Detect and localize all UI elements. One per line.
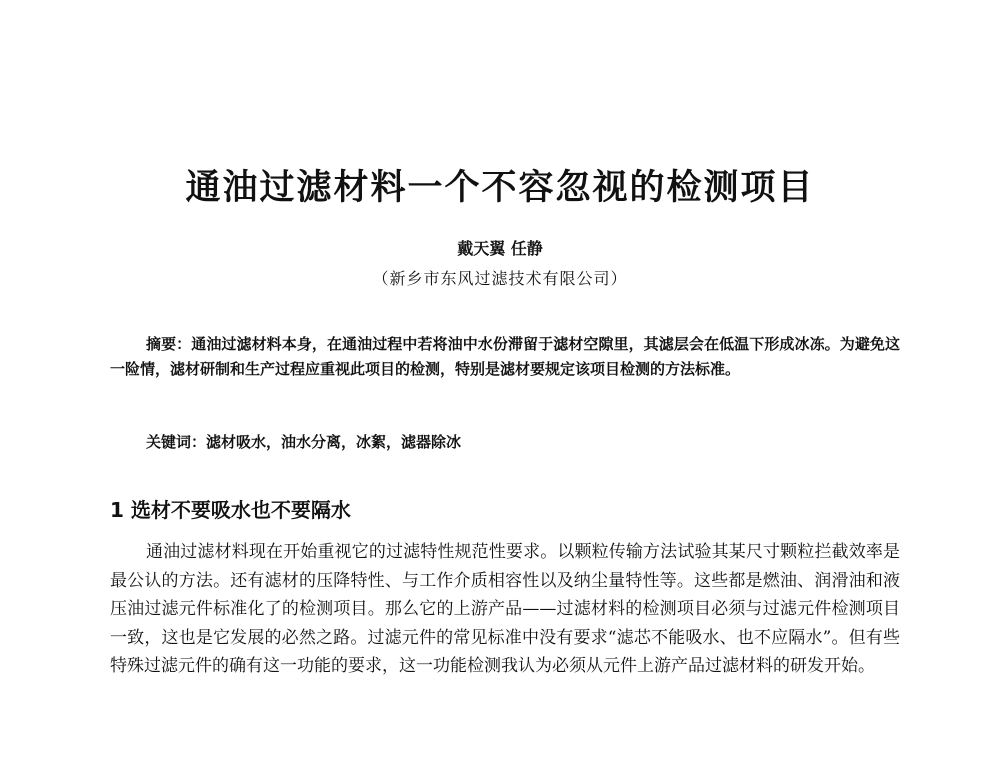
paper-affiliation: （新乡市东风过滤技术有限公司） bbox=[372, 269, 628, 288]
paper-keywords: 关键词：滤材吸水，油水分离，冰絮，滤器除冰 bbox=[146, 433, 462, 451]
section-heading: 1 选材不要吸水也不要隔水 bbox=[110, 498, 351, 522]
section-paragraph: 通油过滤材料现在开始重视它的过滤特性规范性要求。以颗粒传输方法试验其某尺寸颗粒拦截效率是最公认的方法。还有滤材的压降特性、与工作介质相容性以及纳尘量特性等。这些都是燃油、润滑油和液压油过滤元件标准化了的检测项目。那么它的上游产品——过滤材料的检测项目必须与过滤元件检测项目一致，这也是它发展的必然之路。过滤元件的常见标准中没有要求“滤芯不能吸水、也不应隔水”。但有些特殊过滤元件的确有这一功能的要求，这一功能检测我认为必须从元件上游产品过滤材料的研发开始。 bbox=[110, 542, 900, 676]
paper-title: 通油过滤材料一个不容忽视的检测项目 bbox=[185, 168, 815, 208]
paper-authors: 戴天翼 任静 bbox=[457, 239, 543, 258]
paper-abstract: 摘要：通油过滤材料本身，在通油过程中若将油中水份滞留于滤材空隙里，其滤层会在低温下形成冰冻。为避免这一险情，滤材研制和生产过程应重视此项目的检测，特别是滤材要规定该项目检测的方法标准。 bbox=[110, 335, 900, 378]
